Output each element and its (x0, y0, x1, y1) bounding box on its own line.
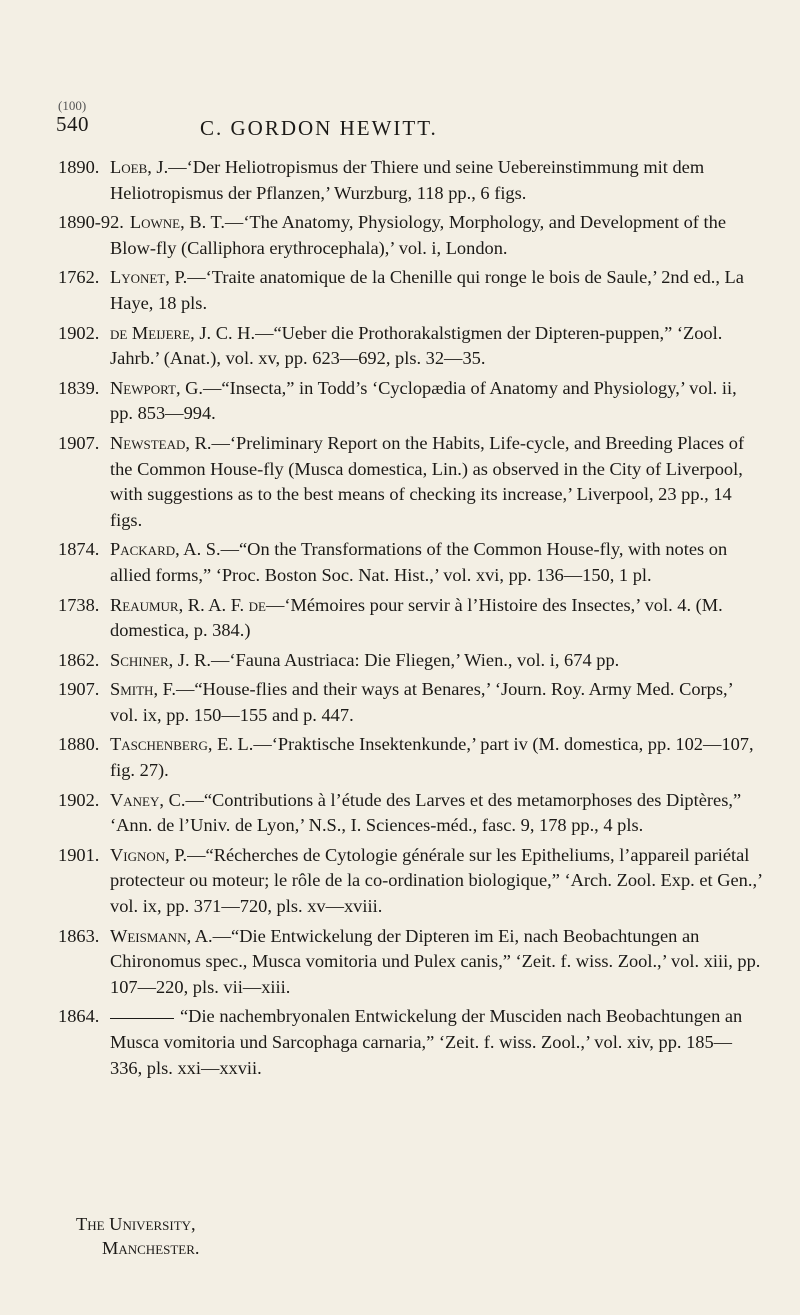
reference-text: —“House-flies and their ways at Benares,’ ‘Journ. Roy. Army Med. Corps,’ vol. ix, pp. 150—155 and p. 447. (110, 679, 733, 725)
reference-entry (58, 648, 763, 674)
reference-author: Smith, F. (110, 679, 176, 700)
reference-text: —‘The Anatomy, Physiology, Morphology, and Development of the Blow-fly (Calliphora erythrocephala),’ vol. i, London. (110, 212, 726, 258)
reference-entry (58, 376, 763, 427)
reference-entry (58, 593, 763, 644)
reference-year: 1863. (58, 925, 100, 946)
reference-entry (58, 788, 763, 839)
reference-entry (58, 265, 763, 316)
reference-year: 1901. (58, 844, 100, 865)
reference-author: Taschenberg, E. L. (110, 734, 254, 755)
reference-text: —“On the Transformations of the Common House-fly, with notes on allied forms,” ‘Proc. Boston Soc. Nat. Hist.,’ vol. xvi, pp. 136—150, 1 pl. (110, 539, 728, 585)
reference-entry (58, 843, 763, 920)
reference-entry (58, 321, 763, 372)
reference-author: Reaumur, R. A. F. de (110, 594, 266, 615)
signature (76, 1212, 200, 1260)
reference-text: —“Die Entwickelung der Dipteren im Ei, nach Beobachtungen an Chironomus spec., Musca vomitoria und Pulex canis,” ‘Zeit. f. wiss. Zool.,’ vol. xiii, pp. 107—220, pls. vii—xiii. (110, 925, 761, 997)
reference-author: Schiner, J. R. (110, 649, 212, 670)
reference-year: 1864. (58, 1006, 100, 1027)
ditto-rule (110, 1018, 174, 1019)
signature-line-1: The University, (76, 1214, 196, 1234)
reference-entry (58, 924, 763, 1001)
reference-text: —“Contributions à l’étude des Larves et des metamorphoses des Diptères,” ‘Ann. de l’Univ. de Lyon,’ N.S., I. Sciences-méd., fasc. 9, 178 pp., 4 pls. (110, 789, 742, 836)
running-title: C. GORDON HEWITT. (200, 116, 438, 140)
reference-year: 1907. (58, 432, 100, 453)
reference-year: 1839. (58, 377, 100, 398)
reference-author: Loeb, J. (110, 157, 169, 177)
reference-text: —‘Mémoires pour servir à l’Histoire des Insectes,’ vol. 4. (M. domestica, p. 384.) (110, 594, 723, 641)
reference-entry (58, 1004, 763, 1081)
reference-author: Vaney, C. (110, 789, 186, 810)
reference-text: —‘Praktische Insektenkunde,’ part iv (M. domestica, pp. 102—107, fig. 27). (110, 734, 754, 781)
reference-year: 1902. (58, 789, 100, 810)
reference-year: 1902. (58, 322, 100, 343)
reference-author: Weismann, A. (110, 925, 213, 946)
reference-author: Newstead, R. (110, 432, 212, 453)
reference-year: 1880. (58, 734, 100, 755)
reference-entry (58, 732, 763, 783)
bibliography-list (58, 155, 763, 1085)
reference-text: —“Récherches de Cytologie générale sur les Epitheliums, l’appareil pariétal protecteur ou moteur; le rôle de la co-ordination biologique,” ‘Arch. Zool. Exp. et Gen.,’ vol. ix, pp. 371—720, pls. xv—xviii. (110, 844, 762, 917)
reference-year: 1762. (58, 267, 100, 288)
reference-entry (58, 431, 763, 533)
reference-text: —‘Der Heliotropismus der Thiere und seine Uebereinstimmung mit dem Heliotropismus der Pflanzen,’ Wurzburg, 118 pp., 6 figs. (110, 157, 705, 203)
reference-author: Packard, A. S. (110, 539, 221, 560)
reference-author: Newport, G. (110, 377, 204, 398)
reference-entry (58, 210, 763, 261)
reference-author: Lowne, B. T. (129, 212, 225, 233)
reference-author: de Meijere, J. C. H. (110, 322, 256, 343)
reference-text: —‘Fauna Austriaca: Die Fliegen,’ Wien., vol. i, 674 pp. (211, 649, 620, 670)
reference-entry (58, 155, 763, 206)
reference-year: 1874. (58, 539, 100, 560)
page-number: 540 (56, 112, 89, 136)
reference-text: —“Insecta,” in Todd’s ‘Cyclopædia of Anatomy and Physiology,’ vol. ii, pp. 853—994. (110, 377, 737, 424)
reference-text: “Die nachembryonalen Entwickelung der Musciden nach Beobachtungen an Musca vomitoria und Sarcophaga carnaria,” ‘Zeit. f. wiss. Zool.,’ vol. xiv, pp. 185—336, pls. xxi—xxvii. (110, 1006, 743, 1078)
reference-year: 1862. (58, 649, 100, 670)
reference-text: —‘Preliminary Report on the Habits, Life-cycle, and Breeding Places of the Common House-fly (Musca domestica, Lin.) as observed in the City of Liverpool, with suggestions as to the best means of checking its increase,’ Liverpool, 23 pp., 14 figs. (110, 432, 745, 530)
reference-author: Vignon, P. (110, 844, 188, 865)
signature-line-2: Manchester. (102, 1238, 200, 1258)
reference-text: —“Ueber die Prothorakalstigmen der Dipteren-puppen,” ‘Zool. Jahrb.’ (Anat.), vol. xv, pp. 623—692, pls. 32—35. (110, 322, 723, 369)
reference-year: 1738. (58, 594, 100, 615)
reference-entry (58, 677, 763, 728)
reference-author: Lyonet, P. (110, 267, 188, 288)
page-mark: (100) (58, 98, 87, 113)
reference-year: 1907. (58, 679, 100, 700)
reference-year: 1890-92. (58, 212, 124, 233)
reference-year: 1890. (58, 157, 100, 177)
reference-text: —‘Traite anatomique de la Chenille qui ronge le bois de Saule,’ 2nd ed., La Haye, 18 pls. (110, 267, 744, 313)
reference-entry (58, 537, 763, 588)
